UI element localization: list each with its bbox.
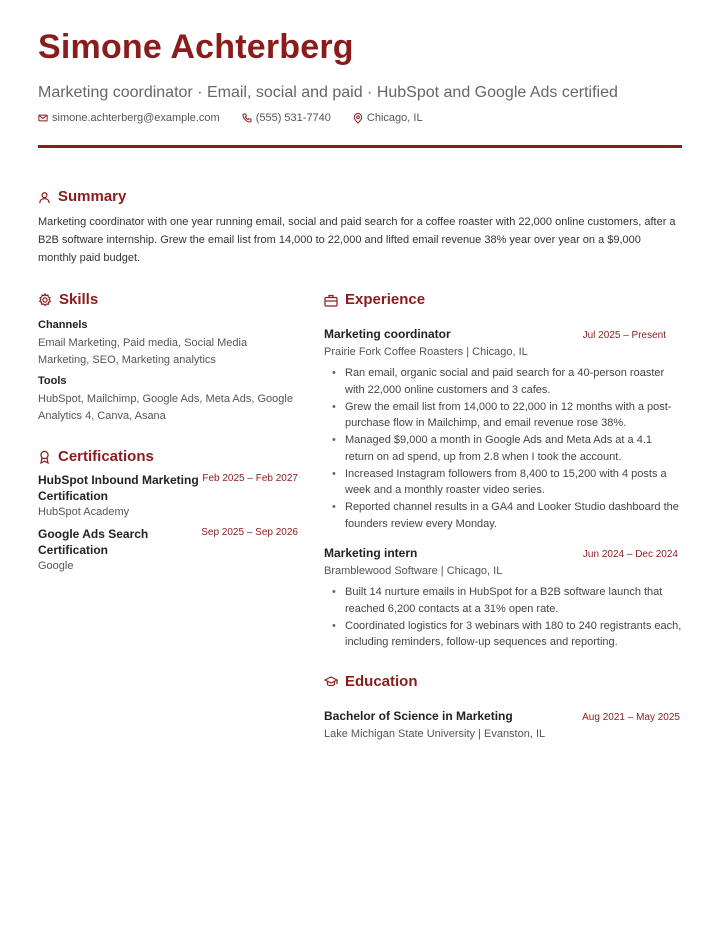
skill-group-label: Tools	[38, 375, 67, 387]
job-title: Marketing coordinator	[324, 327, 451, 341]
tagline: Marketing coordinator · Email, social and paid · HubSpot and Google Ads certified	[38, 84, 618, 101]
job-header	[324, 326, 682, 343]
job-organization: Bramblewood Software | Chicago, IL	[324, 565, 503, 577]
certifications-title: Certifications	[58, 448, 154, 465]
person-icon	[38, 191, 51, 204]
certification-issuer: HubSpot Academy	[38, 506, 130, 518]
job-title: Marketing intern	[324, 546, 418, 560]
certification-title: Google Ads Search Certification	[38, 527, 149, 557]
summary-heading	[38, 188, 682, 206]
job-date: Jul 2025 – Present	[582, 330, 666, 341]
contact-info	[38, 111, 682, 125]
summary-text: Marketing coordinator with one year running email, social and paid search for a coffee roaster with 22,000 online customers, after a B2B software internship. Grew the email list from 14,000 to 22,000 and lifted email revenue 38% year over year on a $9,000 monthly paid budget.	[38, 216, 676, 264]
skills-title: Skills	[59, 291, 99, 308]
phone-text: (555) 531-7740	[255, 112, 331, 124]
skill-group-tools	[38, 374, 298, 425]
certification-item	[38, 472, 298, 520]
header-divider	[38, 145, 682, 148]
skill-group-text: Email Marketing, Paid media, Social Media Marketing, SEO, Marketing analytics	[38, 337, 248, 366]
right-column	[324, 291, 682, 742]
skill-group-channels	[38, 318, 298, 369]
list-item: • Managed $9,000 a month in Google Ads and Meta Ads at a 4.1 return on ad spend, up from 2.8 when I took the account.	[332, 432, 682, 465]
job-organization: Prairie Fork Coffee Roasters | Chicago, IL	[324, 346, 528, 358]
list-item: • Coordinated logistics for 3 webinars with 180 to 240 registrants each, including reminders, follow-up sequences and reporting.	[332, 618, 682, 651]
skill-group-text: HubSpot, Mailchimp, Google Ads, Meta Ads, Google Analytics 4, Canva, Asana	[38, 393, 293, 422]
skills-heading	[38, 291, 298, 309]
summary-title: Summary	[58, 188, 127, 205]
certification-row	[38, 526, 298, 558]
school-name: Lake Michigan State University | Evanston, IL	[324, 727, 546, 740]
list-item: • Grew the email list from 14,000 to 22,000 in 12 months with a post-purchase flow in Mailchimp, and email revenue rose 38%.	[332, 399, 682, 432]
location-text: Chicago, IL	[366, 112, 423, 124]
experience-section	[324, 291, 682, 651]
skills-section	[38, 291, 298, 425]
skill-group-label: Channels	[38, 319, 88, 331]
certifications-heading	[38, 448, 298, 466]
certification-title: HubSpot Inbound Marketing Certification	[38, 473, 199, 503]
education-header	[324, 708, 682, 725]
job-bullets	[332, 584, 682, 651]
candidate-name: Simone Achterberg	[38, 28, 354, 66]
job-entry	[324, 326, 682, 532]
left-column	[38, 291, 298, 742]
list-item: • Ran email, organic social and paid search for a 40-person roaster with 22,000 online customers and 3 cafes.	[332, 365, 682, 398]
certification-issuer: Google	[38, 560, 74, 572]
education-entry	[324, 708, 682, 742]
job-date: Jun 2024 – Dec 2024	[582, 549, 678, 560]
job-bullets	[332, 365, 682, 532]
contact-email[interactable]	[38, 111, 220, 125]
contact-location	[353, 111, 423, 125]
certifications-section	[38, 448, 298, 574]
resume-header	[38, 28, 682, 148]
education-date: Aug 2021 – May 2025	[582, 711, 680, 723]
graduation-cap-icon	[324, 675, 338, 688]
briefcase-icon	[324, 294, 338, 307]
experience-title: Experience	[345, 291, 426, 308]
gear-icon	[38, 293, 52, 307]
list-item: • Built 14 nurture emails in HubSpot for a B2B software launch that reached 6,200 contacts at a 31% open rate.	[332, 584, 682, 617]
award-ribbon-icon	[38, 450, 51, 464]
certification-date: Sep 2025 – Sep 2026	[201, 527, 298, 538]
education-title: Education	[345, 672, 418, 690]
summary-section	[38, 188, 682, 267]
two-column-body	[38, 291, 682, 742]
resume-page	[38, 28, 682, 742]
experience-heading	[324, 291, 682, 309]
job-entry	[324, 545, 682, 651]
certification-date: Feb 2025 – Feb 2027	[202, 473, 298, 484]
certification-row	[38, 472, 298, 504]
list-item: • Increased Instagram followers from 8,400 to 15,200 with 4 posts a week and a monthly roaster video series.	[332, 466, 682, 499]
location-pin-icon	[353, 113, 363, 124]
certification-item	[38, 526, 298, 574]
education-section	[324, 673, 682, 742]
job-header	[324, 545, 682, 562]
contact-phone[interactable]	[242, 111, 331, 125]
envelope-icon	[38, 113, 48, 123]
degree-title: Bachelor of Science in Marketing	[324, 708, 513, 723]
phone-icon	[242, 113, 252, 123]
email-text: simone.achterberg@example.com	[52, 112, 220, 124]
list-item: • Reported channel results in a GA4 and Looker Studio dashboard the founders review every Monday.	[332, 499, 682, 532]
education-heading	[324, 673, 682, 691]
